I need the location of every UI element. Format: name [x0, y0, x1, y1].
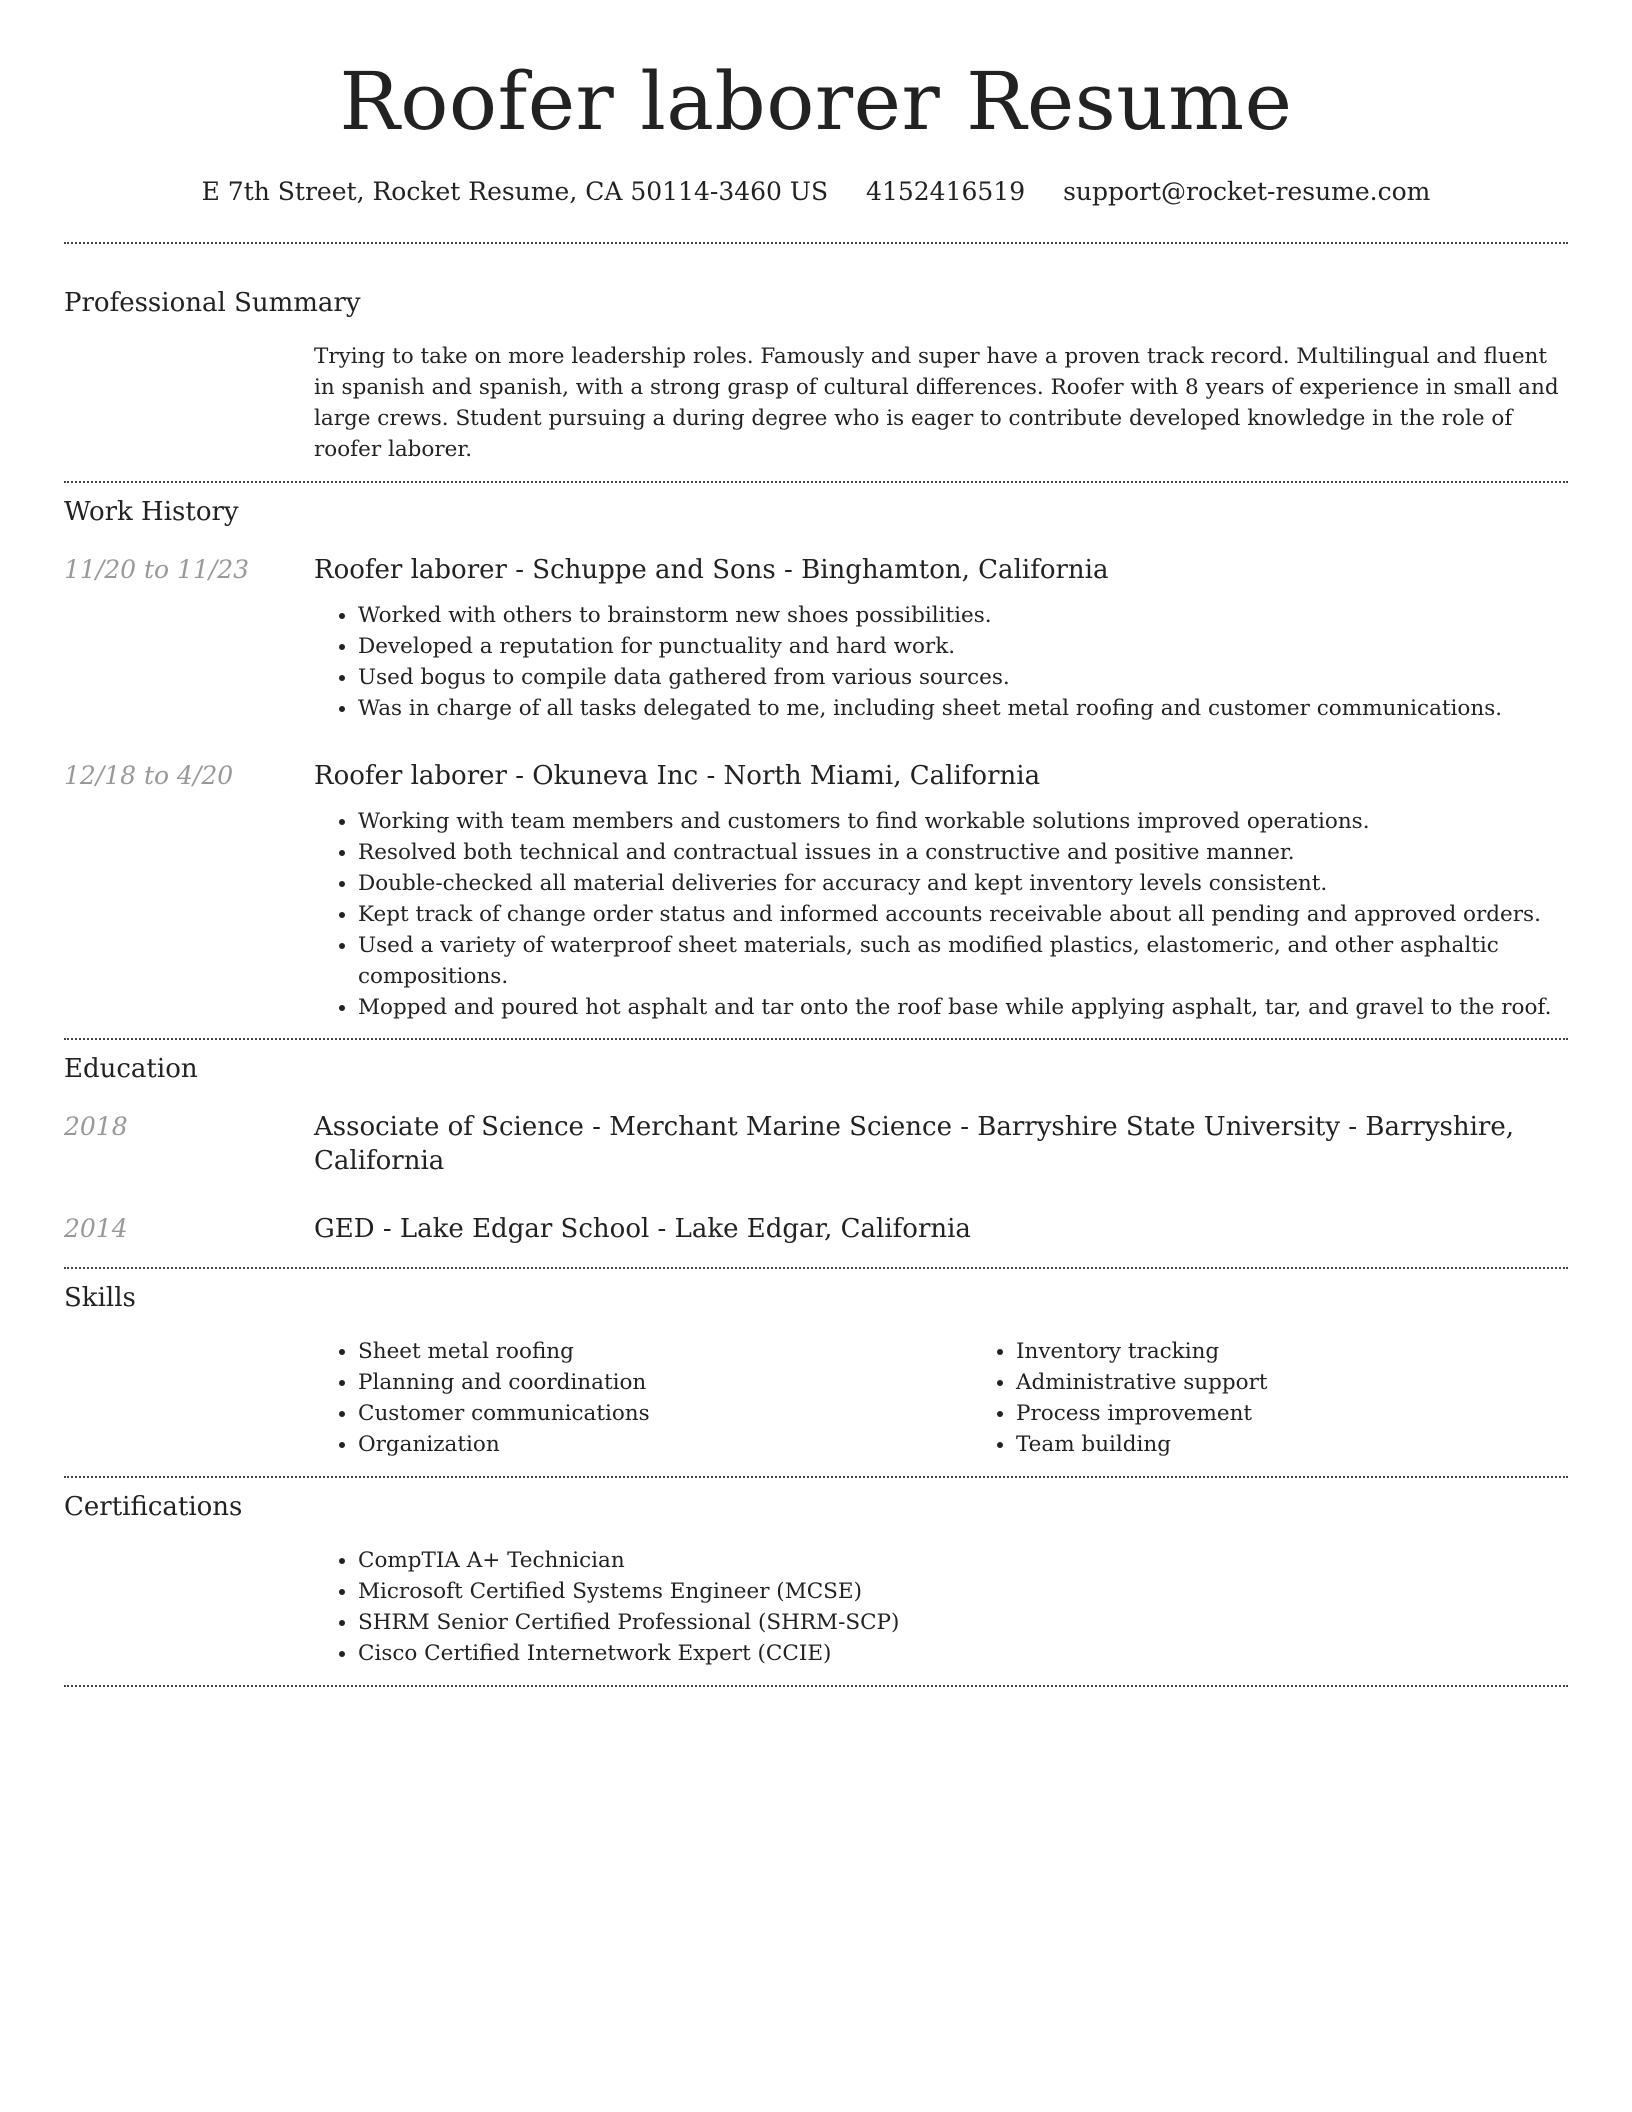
certifications-heading: Certifications	[64, 1492, 243, 1522]
skills-list-left	[314, 1336, 972, 1460]
job-bullet: • Developed a reputation for punctuality and hard work.	[358, 631, 1568, 662]
job-title: Roofer laborer - Schuppe and Sons - Binghamton, California	[314, 555, 1109, 585]
job-dates: 11/20 to 11/23	[64, 555, 250, 584]
job-bullet: • Used bogus to compile data gathered from various sources.	[358, 662, 1568, 693]
work-section	[64, 495, 1568, 1023]
skill-item: • Team building	[1016, 1429, 1630, 1460]
job-bullet: • Was in charge of all tasks delegated to me, including sheet metal roofing and customer communications.	[358, 693, 1568, 724]
job-bullet: • Kept track of change order status and informed accounts receivable about all pending and approved orders.	[358, 899, 1568, 930]
job-title: Roofer laborer - Okuneva Inc - North Miami, California	[314, 761, 1041, 791]
job-entry	[64, 553, 1568, 724]
divider	[64, 242, 1568, 244]
contact-phone: 4152416519	[866, 177, 1026, 206]
contact-address: E 7th Street, Rocket Resume, CA 50114-3460 US	[201, 177, 829, 206]
education-entry	[64, 1110, 1568, 1178]
education-entry	[64, 1212, 1568, 1246]
job-bullet: • Working with team members and customers to find workable solutions improved operations.	[358, 806, 1568, 837]
education-year: 2018	[64, 1112, 128, 1141]
certification-item: • Cisco Certified Internetwork Expert (CCIE)	[358, 1638, 1568, 1669]
certification-item: • Microsoft Certified Systems Engineer (MCSE)	[358, 1576, 1568, 1607]
job-bullets	[314, 806, 1568, 1023]
certification-item: • SHRM Senior Certified Professional (SHRM-SCP)	[358, 1607, 1568, 1638]
divider	[64, 1038, 1568, 1040]
job-bullet: • Worked with others to brainstorm new shoes possibilities.	[358, 600, 1568, 631]
skill-item: • Administrative support	[1016, 1367, 1630, 1398]
job-bullet: • Double-checked all material deliveries for accuracy and kept inventory levels consistent.	[358, 868, 1568, 899]
skill-item: • Planning and coordination	[358, 1367, 972, 1398]
education-year: 2014	[64, 1214, 128, 1243]
job-bullets	[314, 600, 1568, 724]
job-bullet: • Mopped and poured hot asphalt and tar onto the roof base while applying asphalt, tar, and gravel to the roof.	[358, 992, 1568, 1023]
certifications-list	[314, 1545, 1568, 1669]
education-heading: Education	[64, 1054, 198, 1084]
divider	[64, 1685, 1568, 1687]
divider	[64, 1476, 1568, 1478]
skills-heading: Skills	[64, 1283, 136, 1313]
resume-page	[64, 0, 1568, 1687]
skill-item: • Organization	[358, 1429, 972, 1460]
contact-email: support@rocket-resume.com	[1063, 177, 1431, 206]
divider	[64, 481, 1568, 483]
resume-title: Roofer laborer Resume	[339, 55, 1293, 148]
skills-section	[64, 1281, 1568, 1460]
skill-item: • Process improvement	[1016, 1398, 1630, 1429]
summary-heading: Professional Summary	[64, 288, 361, 318]
skill-item: • Customer communications	[358, 1398, 972, 1429]
job-bullet: • Resolved both technical and contractual issues in a constructive and positive manner.	[358, 837, 1568, 868]
contact-line	[64, 176, 1568, 208]
education-section	[64, 1052, 1568, 1246]
job-entry	[64, 759, 1568, 1023]
skills-list-right	[972, 1336, 1630, 1460]
certification-item: • CompTIA A+ Technician	[358, 1545, 1568, 1576]
education-degree: GED - Lake Edgar School - Lake Edgar, California	[314, 1214, 971, 1244]
divider	[64, 1267, 1568, 1269]
education-degree: Associate of Science - Merchant Marine Science - Barryshire State University - Barryshire, California	[314, 1112, 1514, 1176]
summary-text: Trying to take on more leadership roles. Famously and super have a proven track record. Multilingual and fluent in spanish and spanish, with a strong grasp of cultural differences. Roofer with 8 years of experience in small and large crews. Student pursuing a during degree who is eager to contribute developed knowledge in the role of roofer laborer.	[314, 344, 1559, 462]
job-bullet: • Used a variety of waterproof sheet materials, such as modified plastics, elastomeric, and other asphaltic compositions.	[358, 930, 1568, 992]
job-dates: 12/18 to 4/20	[64, 761, 234, 790]
skill-item: • Inventory tracking	[1016, 1336, 1630, 1367]
certifications-section	[64, 1490, 1568, 1669]
summary-section	[64, 286, 1568, 465]
work-heading: Work History	[64, 497, 239, 527]
skill-item: • Sheet metal roofing	[358, 1336, 972, 1367]
